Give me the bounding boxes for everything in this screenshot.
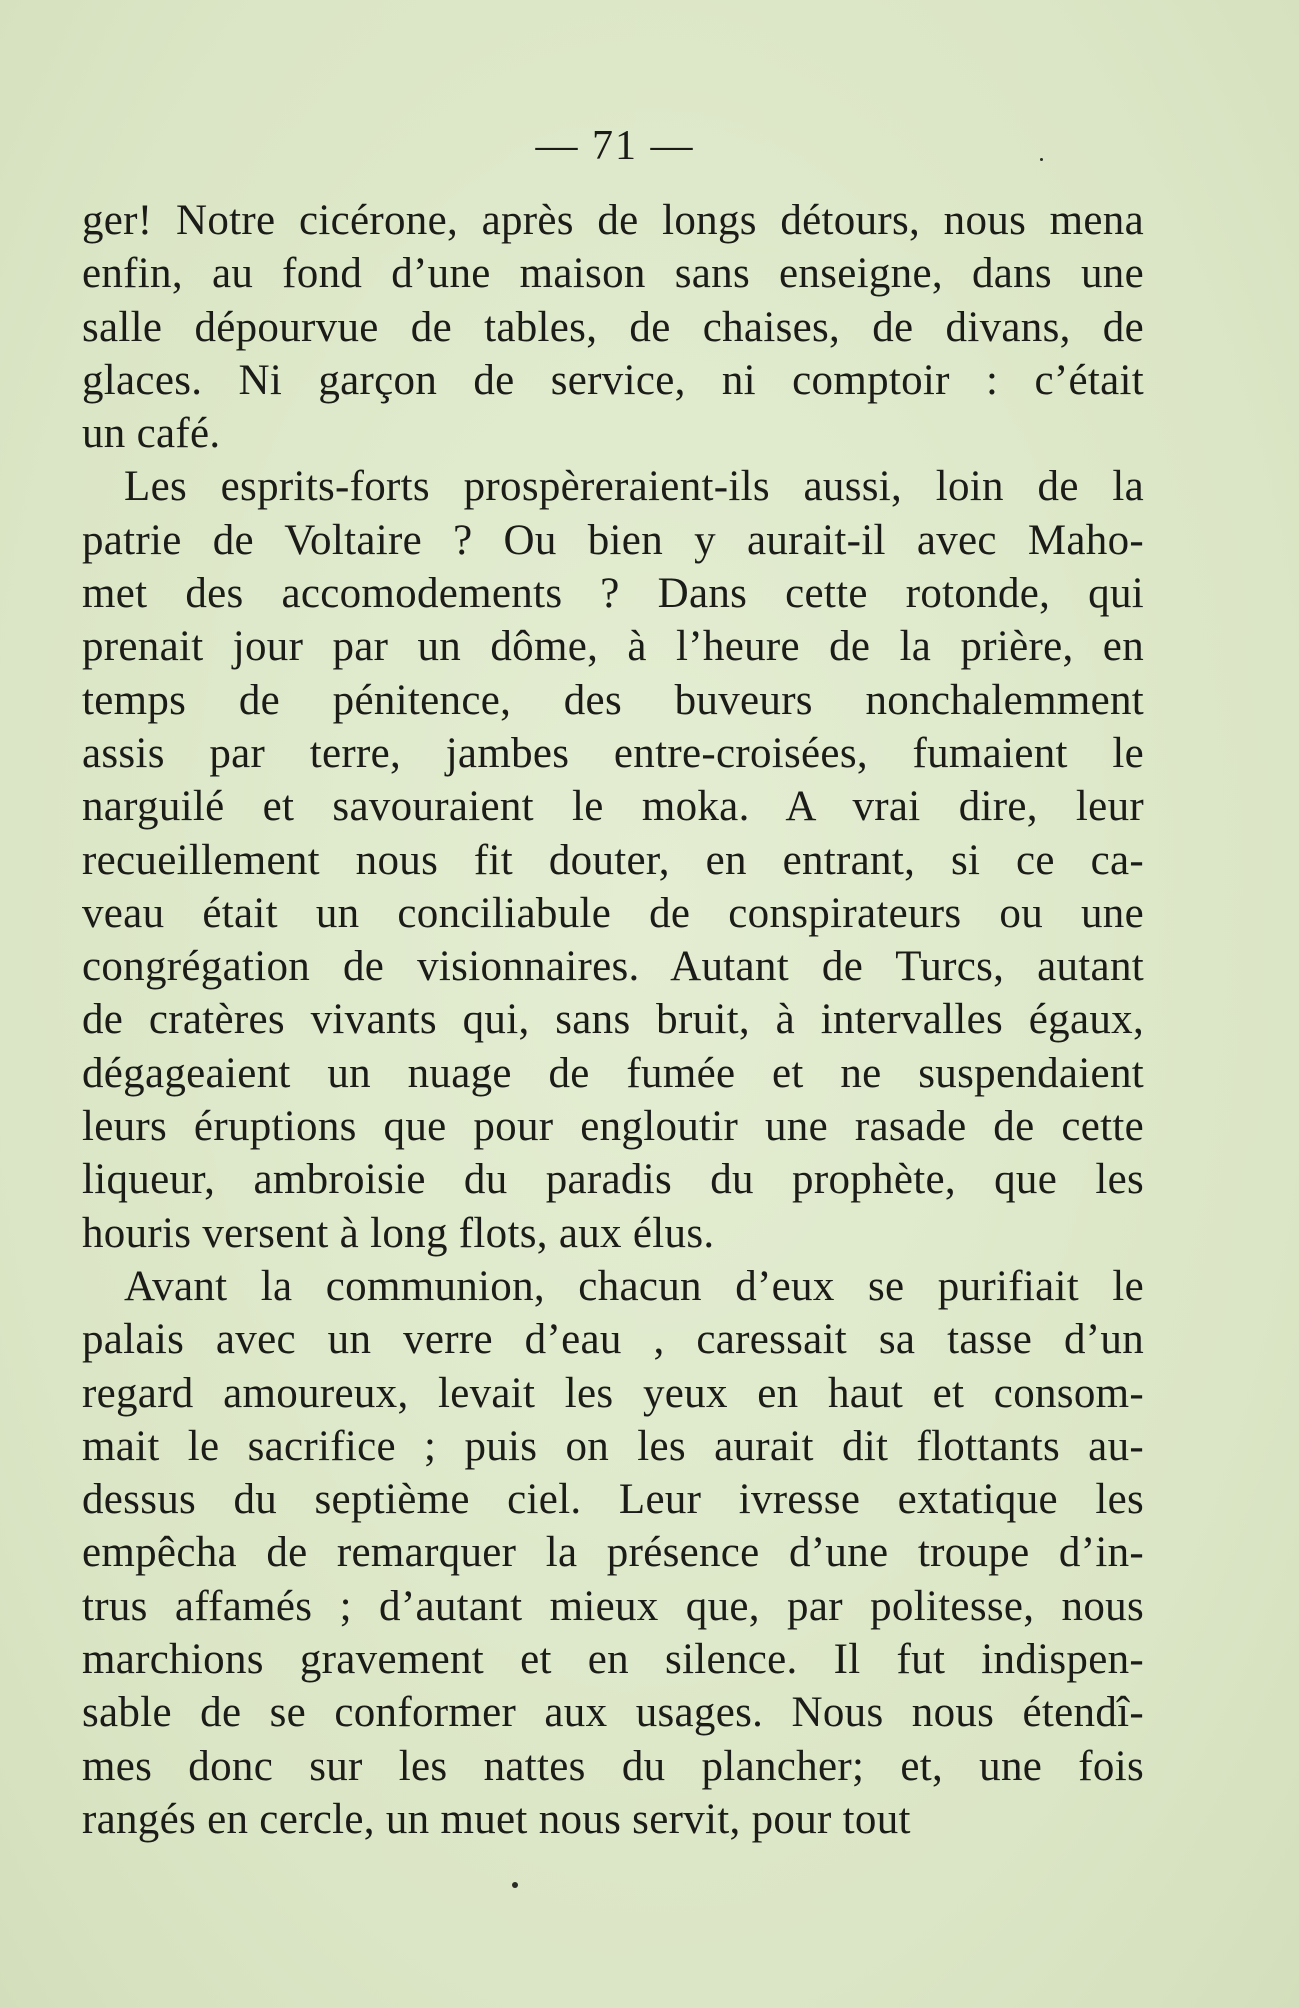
text-line: Avant la communion, chacun d’eux se purifiait le [124, 1262, 1144, 1310]
body-text [82, 194, 1144, 1846]
text-line: de cratères vivants qui, sans bruit, à intervalles égaux, [82, 996, 1144, 1044]
text-line: met des accomodements ? Dans cette rotonde, qui [82, 570, 1144, 618]
ink-speck [512, 1882, 518, 1888]
text-line: leurs éruptions que pour engloutir une rasade de cette [82, 1103, 1144, 1151]
text-line: patrie de Voltaire ? Ou bien y aurait-il avec Maho- [82, 516, 1144, 564]
text-line: trus affamés ; d’autant mieux que, par politesse, nous [82, 1582, 1144, 1630]
text-line: empêcha de remarquer la présence d’une troupe d’in- [82, 1529, 1144, 1577]
paragraph [82, 1260, 1144, 1846]
text-line: salle dépourvue de tables, de chaises, de divans, de [82, 303, 1144, 351]
text-line: marchions gravement et en silence. Il fut indispen- [82, 1636, 1144, 1684]
text-line: regard amoureux, levait les yeux en haut et consom- [82, 1369, 1144, 1417]
text-line: narguilé et savouraient le moka. A vrai dire, leur [82, 783, 1144, 831]
text-line: rangés en cercle, un muet nous servit, pour tout [82, 1795, 911, 1843]
text-line: palais avec un verre d’eau , caressait sa tasse d’un [82, 1316, 1144, 1364]
text-line: prenait jour par un dôme, à l’heure de la prière, en [82, 623, 1144, 671]
text-line: ger! Notre cicérone, après de longs détours, nous mena [82, 197, 1144, 244]
text-line: glaces. Ni garçon de service, ni comptoir : c’était [82, 356, 1144, 404]
text-line: enfin, au fond d’une maison sans enseigne, dans une [82, 250, 1144, 298]
text-line: houris versent à long flots, aux élus. [82, 1209, 715, 1257]
text-line: assis par terre, jambes entre-croisées, fumaient le [82, 729, 1144, 777]
text-line: veau était un conciliabule de conspirateurs ou une [82, 889, 1144, 937]
text-line: sable de se conformer aux usages. Nous nous étendî- [82, 1689, 1144, 1737]
text-line: liqueur, ambroisie du paradis du prophète, que les [82, 1156, 1144, 1204]
ink-speck [1040, 158, 1043, 161]
text-line: dessus du septième ciel. Leur ivresse extatique les [82, 1476, 1144, 1524]
paragraph [82, 194, 1144, 460]
text-line: Les esprits-forts prospèreraient-ils aussi, loin de la [124, 463, 1144, 511]
text-line: mes donc sur les nattes du plancher; et, une fois [82, 1742, 1144, 1790]
text-line: dégageaient un nuage de fumée et ne suspendaient [82, 1049, 1144, 1097]
text-line: congrégation de visionnaires. Autant de Turcs, autant [82, 943, 1144, 991]
text-line: recueillement nous fit douter, en entrant, si ce ca- [82, 836, 1144, 884]
text-line: mait le sacrifice ; puis on les aurait dit flottants au- [82, 1422, 1144, 1470]
paragraph [82, 460, 1144, 1259]
text-line: temps de pénitence, des buveurs nonchalemment [82, 676, 1144, 724]
page-number: — 71 — [535, 123, 695, 169]
text-line: un café. [82, 410, 221, 458]
